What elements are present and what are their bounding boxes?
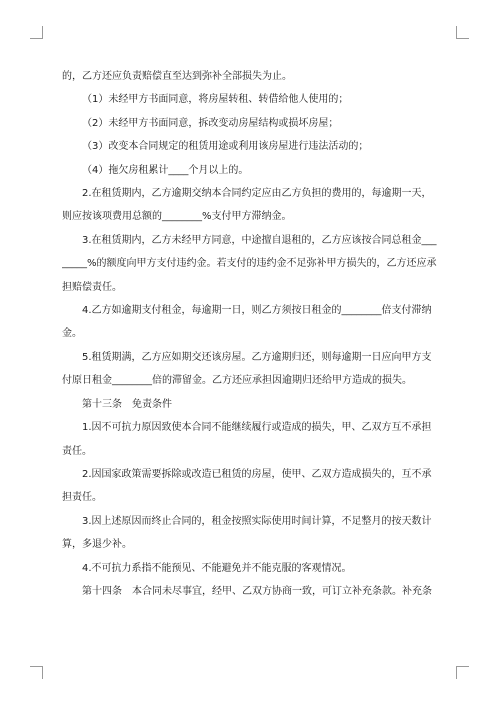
- text-line: 3.因上述原因而终止合同的，租金按照实际使用时间计算，不足整月的按天数计: [82, 515, 432, 527]
- text-line: 金。: [62, 328, 82, 340]
- text-line: 则应按该项费用总额的________%支付甲方滞纳金。: [62, 211, 292, 223]
- text-line: （2）未经甲方书面同意，拆改变动房屋结构或损坏房屋；: [82, 117, 339, 129]
- text-line: （1）未经甲方书面同意，将房屋转租、转借给他人使用的；: [82, 94, 349, 106]
- section-heading: 第十三条 免责条件: [82, 398, 172, 410]
- text-line: 算，多退少补。: [62, 539, 132, 551]
- text-line: 担责任。: [62, 492, 102, 504]
- text-line: 5.租赁期满，乙方应如期交还该房屋。乙方逾期归还，则每逾期一日应向甲方支: [82, 351, 432, 363]
- crop-mark-bottom-right: [456, 666, 469, 679]
- text-line: 的，乙方还应负责赔偿直至达到弥补全部损失为止。: [62, 71, 292, 82]
- text-line: 3.在租赁期内，乙方未经甲方同意，中途擅自退租的，乙方应该按合同总租金___: [82, 234, 437, 246]
- text-line: 2.在租赁期内，乙方逾期交纳本合同约定应由乙方负担的费用的，每逾期一天，: [82, 188, 432, 200]
- document-body: [62, 65, 448, 603]
- text-line: 4.不可抗力系指不能预见、不能避免并不能克服的客观情况。: [82, 562, 352, 574]
- crop-mark-top-right: [456, 26, 469, 39]
- text-line: 责任。: [62, 445, 92, 457]
- text-line: _____%的额度向甲方支付违约金。若支付的违约金不足弥补甲方损失的，乙方还应承: [62, 258, 437, 270]
- text-line: 4.乙方如逾期支付租金，每逾期一日，则乙方须按日租金的________倍支付滞纳: [82, 305, 432, 317]
- crop-mark-top-left: [30, 26, 43, 39]
- text-line: 2.因国家政策需要拆除或改造已租赁的房屋，使甲、乙双方造成损失的，互不承: [82, 468, 432, 480]
- text-line: 付原日租金________倍的滞留金。乙方还应承担因逾期归还给甲方造成的损失。: [62, 375, 412, 387]
- text-line: 担赔偿责任。: [62, 281, 122, 293]
- text-line: 第十四条 本合同未尽事宜，经甲、乙双方协商一致，可订立补充条款。补充条: [82, 585, 432, 597]
- text-line: （3）改变本合同规定的租赁用途或利用该房屋进行违法活动的；: [82, 141, 369, 153]
- text-line: 1.因不可抗力原因致使本合同不能继续履行或造成的损失，甲、乙双方互不承担: [82, 422, 432, 434]
- crop-mark-bottom-left: [30, 666, 43, 679]
- text-line: （4）拖欠房租累计____个月以上的。: [82, 164, 249, 176]
